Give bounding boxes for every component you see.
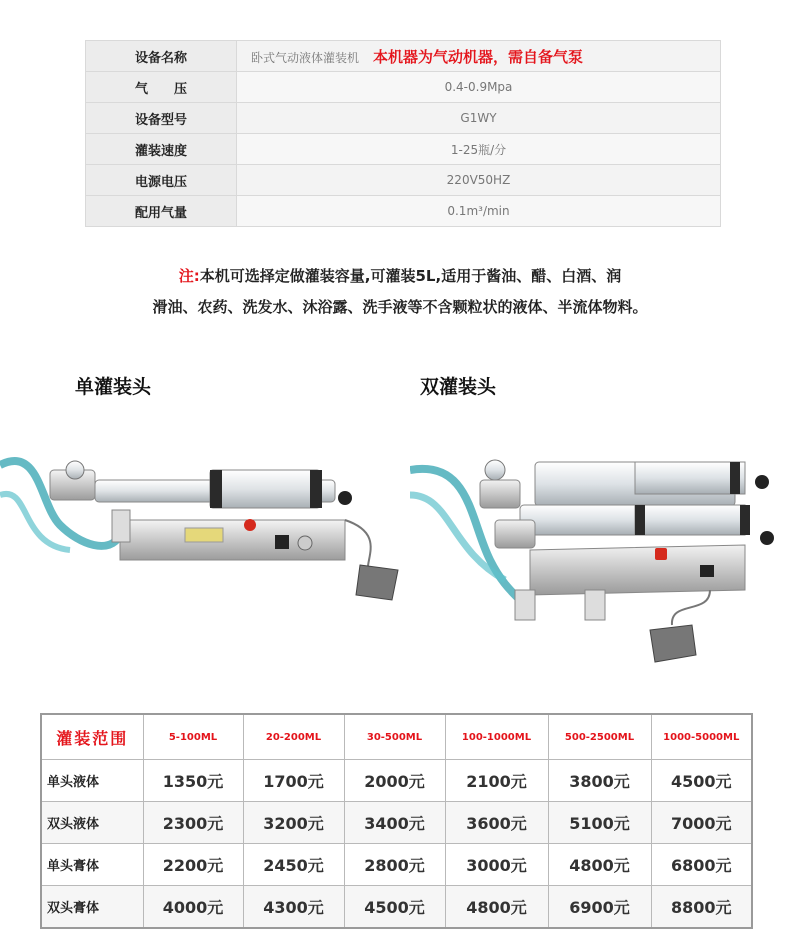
price-cell: 4500元 (651, 760, 752, 802)
note-text-1: 本机可选择定做灌装容量,可灌装5L,适用于酱油、醋、白酒、润 (199, 267, 622, 285)
spec-label: 配用气量 (86, 196, 237, 227)
price-cell: 3000元 (445, 844, 548, 886)
spec-value (237, 41, 721, 72)
spec-value: 0.4-0.9Mpa (237, 72, 721, 103)
spec-value: 1-25瓶/分 (237, 134, 721, 165)
spec-row-model (86, 103, 721, 134)
spec-label: 灌装速度 (86, 134, 237, 165)
spec-warning-note: 本机器为气动机器，需自备气泵 (373, 47, 584, 66)
price-cell: 2300元 (143, 802, 243, 844)
spec-value: 220V50HZ (237, 165, 721, 196)
row-header: 双头液体 (41, 802, 143, 844)
price-cell: 3200元 (243, 802, 344, 844)
price-cell: 5100元 (548, 802, 651, 844)
price-cell: 8800元 (651, 886, 752, 929)
price-cell: 1350元 (143, 760, 243, 802)
price-cell: 4800元 (548, 844, 651, 886)
note-label: 注: (178, 267, 200, 285)
spec-label: 设备名称 (86, 41, 237, 72)
range-header: 5-100ML (143, 714, 243, 760)
range-header: 20-200ML (243, 714, 344, 760)
single-head-title: 单灌装头 (75, 376, 152, 398)
price-cell: 2100元 (445, 760, 548, 802)
spec-value-text: 卧式气动液体灌装机 (251, 50, 360, 65)
price-cell: 3400元 (344, 802, 445, 844)
spec-value: 0.1m³/min (237, 196, 721, 227)
spec-table (85, 40, 721, 227)
row-header: 双头膏体 (41, 886, 143, 929)
table-row (41, 844, 752, 886)
price-cell: 2000元 (344, 760, 445, 802)
price-caption: 灌装范围 (41, 714, 143, 760)
price-cell: 2450元 (243, 844, 344, 886)
price-cell: 6800元 (651, 844, 752, 886)
single-head-machine-image (0, 425, 405, 635)
spec-label: 设备型号 (86, 103, 237, 134)
spec-label: 气 压 (86, 72, 237, 103)
spec-row-air (86, 196, 721, 227)
spec-label: 电源电压 (86, 165, 237, 196)
spec-value: G1WY (237, 103, 721, 134)
price-cell: 1700元 (243, 760, 344, 802)
double-head-machine-image (410, 440, 785, 665)
price-cell: 4800元 (445, 886, 548, 929)
price-cell: 4300元 (243, 886, 344, 929)
price-cell: 3800元 (548, 760, 651, 802)
spec-row-voltage (86, 165, 721, 196)
double-head-title: 双灌装头 (420, 376, 497, 398)
row-header: 单头膏体 (41, 844, 143, 886)
usage-note (70, 261, 730, 323)
spec-row-name (86, 41, 721, 72)
range-header: 30-500ML (344, 714, 445, 760)
table-row (41, 760, 752, 802)
row-header: 单头液体 (41, 760, 143, 802)
price-cell: 3600元 (445, 802, 548, 844)
note-text-2: 滑油、农药、洗发水、沐浴露、洗手液等不含颗粒状的液体、半流体物料。 (152, 298, 648, 316)
price-cell: 2200元 (143, 844, 243, 886)
range-header: 100-1000ML (445, 714, 548, 760)
price-cell: 4000元 (143, 886, 243, 929)
table-row (41, 802, 752, 844)
spec-row-speed (86, 134, 721, 165)
usage-note-line-1 (70, 261, 730, 292)
table-row (41, 886, 752, 929)
price-cell: 6900元 (548, 886, 651, 929)
price-header-row (41, 714, 752, 760)
range-header: 1000-5000ML (651, 714, 752, 760)
spec-row-pressure (86, 72, 721, 103)
price-cell: 7000元 (651, 802, 752, 844)
price-table (40, 713, 753, 929)
price-cell: 2800元 (344, 844, 445, 886)
range-header: 500-2500ML (548, 714, 651, 760)
price-cell: 4500元 (344, 886, 445, 929)
